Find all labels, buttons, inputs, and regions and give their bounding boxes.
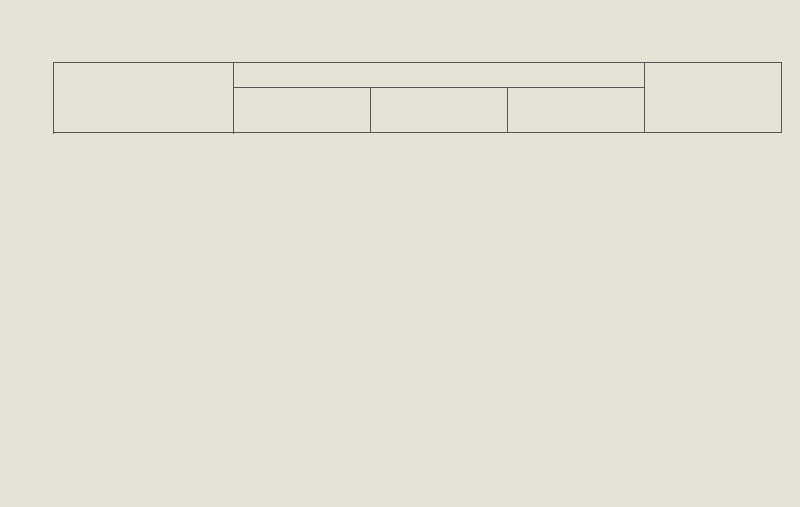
tuberculosis-table (53, 62, 782, 133)
deaths-header (645, 63, 782, 133)
total-cases-header (508, 88, 645, 133)
age-groups-header (54, 63, 234, 133)
cases-added-header (234, 63, 645, 88)
primary-notifications-header (234, 88, 371, 133)
cases-discovered-header (371, 88, 508, 133)
